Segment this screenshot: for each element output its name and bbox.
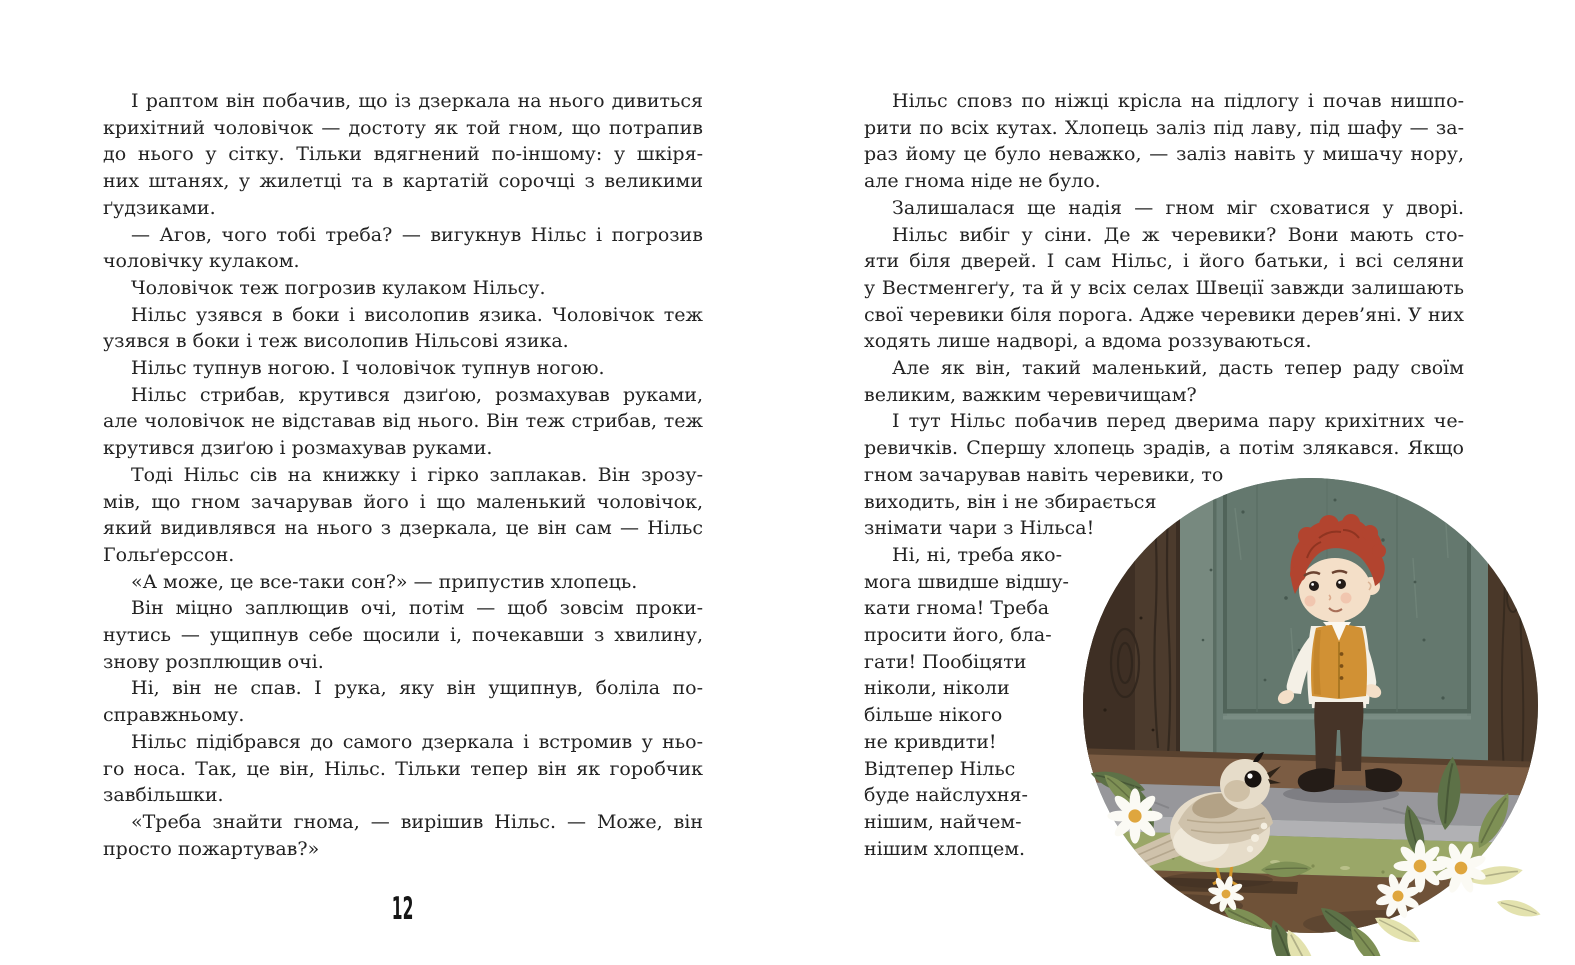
- text-line: буде найслухня-: [864, 784, 1028, 807]
- paragraph: [103, 809, 703, 862]
- text-line: завбільшки.: [103, 784, 224, 807]
- page-number-value: 12: [392, 891, 414, 927]
- paragraph: [103, 88, 703, 222]
- text-line: го носа. Так, це він, Нільс. Тільки тепер він як горобчик: [103, 757, 703, 780]
- text-line: Він міцно заплющив очі, потім — щоб зовсім проки-: [131, 597, 703, 620]
- text-line: гном зачарував навіть черевики, то: [864, 463, 1224, 486]
- text-line: узявся в боки і теж висолопив Нільсові язика.: [103, 330, 569, 353]
- text-line: Чоловічок теж погрозив кулаком Нільсу.: [131, 276, 546, 299]
- left-text-column: [103, 88, 703, 862]
- wooden-wall: [1073, 478, 1180, 773]
- text-line: просити його, бла-: [864, 624, 1052, 647]
- text-line: Ні, він не спав. І рука, яку він ущипнув, боліла по-: [131, 677, 703, 700]
- text-line: ґудзиками.: [103, 196, 216, 219]
- text-line: ходять лише надворі, а вдома роззуваються.: [864, 330, 1312, 353]
- paragraph: [103, 595, 703, 675]
- text-line: але гнома ніде не було.: [864, 170, 1101, 193]
- text-line: але чоловічок не відставав від нього. Він теж стрибав, теж: [103, 410, 703, 433]
- text-line: крутився дзиґою і розмахував руками.: [103, 437, 493, 460]
- text-line: ревичків. Спершу хлопець зрадів, а потім злякався. Якщо: [864, 437, 1464, 460]
- story-illustration: [1073, 478, 1548, 956]
- text-line: справжньому.: [103, 704, 245, 727]
- text-line: Нільс узявся в боки і висолопив язика. Чоловічок теж: [131, 303, 703, 326]
- text-line: Ні, ні, треба яко-: [892, 543, 1062, 566]
- text-line: Нільс підібрався до самого дзеркала і встромив у ньо-: [131, 730, 703, 753]
- text-line: просто пожартував?»: [103, 837, 320, 860]
- text-line: більше нікого: [864, 704, 1003, 727]
- paragraph: [103, 569, 703, 596]
- text-line: нутись — ущипнув себе щосили і, почекавши з хвилину,: [103, 624, 703, 647]
- text-line: виходить, він і не збирається: [864, 490, 1157, 513]
- paragraph: [103, 462, 703, 569]
- text-line: гати! Пообіцяти: [864, 650, 1027, 673]
- text-line: Нільс сповз по ніжці крісла на підлогу і почав нишпо-: [892, 90, 1464, 112]
- door-jamb: [1180, 478, 1217, 773]
- text-line: І тут Нільс побачив перед дверима пару крихітних че-: [892, 410, 1464, 433]
- page-number: [103, 891, 703, 927]
- paragraph: [103, 675, 703, 728]
- paragraph: [103, 302, 703, 355]
- paragraph: [864, 222, 1464, 356]
- text-line: крихітний чоловічок — достоту як той гном, що потрапив: [103, 116, 703, 139]
- paragraph: [103, 729, 703, 809]
- text-line: нішим, найчем-: [864, 810, 1022, 833]
- text-line: Нільс тупнув ногою. І чоловічок тупнув ногою.: [131, 357, 605, 380]
- text-line: «А може, це все-таки сон?» — припустив хлопець.: [131, 570, 638, 593]
- text-line: яти біля дверей. І сам Нільс, і його батьки, і всі селяни: [864, 250, 1464, 273]
- paragraph: [864, 355, 1464, 408]
- text-line: Нільс стрибав, крутився дзиґою, розмахував руками,: [131, 383, 703, 406]
- text-line: Гольґерссон.: [103, 543, 235, 566]
- paragraph: [103, 222, 703, 275]
- text-line: який видивлявся на нього з дзеркала, це він сам — Нільс: [103, 517, 703, 540]
- text-line: нішим хлопцем.: [864, 837, 1026, 860]
- text-line: Залишалася ще надія — гном міг сховатися у дворі.: [892, 196, 1464, 219]
- text-line: мів, що гном зачарував його і що маленький чоловічок,: [103, 490, 703, 513]
- text-line: ніколи, ніколи: [864, 677, 1010, 700]
- text-line: Але як він, такий маленький, дасть тепер раду своїм: [892, 357, 1464, 380]
- scene: [1073, 478, 1548, 956]
- text-line: до нього у сітку. Тільки вдягнений по-іншому: у шкіря-: [103, 143, 703, 166]
- text-line: рити по всіх кутах. Хлопець заліз під лаву, під шафу — за-: [864, 116, 1464, 139]
- paragraph: [103, 355, 703, 382]
- text-line: Відтепер Нільс: [864, 757, 1016, 780]
- text-line: Тоді Нільс сів на книжку і гірко заплакав. Він зрозу-: [131, 463, 703, 486]
- text-line: них штанях, у жилетці та в картатій сорочці з великими: [103, 170, 703, 193]
- text-line: великим, важким черевичищам?: [864, 383, 1197, 406]
- text-line: раз йому це було неважко, — заліз навіть у мишачу нору,: [864, 143, 1464, 166]
- illustration-svg: [1073, 478, 1548, 956]
- text-line: «Треба знайти гнома, — вирішив Нільс. — Може, він: [131, 810, 703, 833]
- text-line: знову розплющив очі.: [103, 650, 324, 673]
- text-line: свої черевики біля порога. Адже черевики дерев’яні. У них: [864, 303, 1464, 326]
- text-line: знімати чари з Нільса!: [864, 517, 1095, 540]
- text-line: мога швидше відшу-: [864, 570, 1069, 593]
- text-line: не кривдити!: [864, 730, 997, 753]
- paragraph: [864, 195, 1464, 222]
- text-line: кати гнома! Треба: [864, 597, 1050, 620]
- text-line: — Агов, чого тобі треба? — вигукнув Нільс і погрозив: [131, 223, 703, 246]
- text-line: Нільс вибіг у сіни. Де ж черевики? Вони мають сто-: [892, 223, 1464, 246]
- paragraph: [103, 275, 703, 302]
- text-line: І раптом він побачив, що із дзеркала на нього дивиться: [131, 90, 703, 112]
- door-frame-right: [1488, 478, 1548, 803]
- paragraph: [103, 382, 703, 462]
- text-line: у Вестменгеґу, та й у всіх селах Швеції завжди залишають: [864, 276, 1464, 299]
- text-line: чоловічку кулаком.: [103, 250, 300, 273]
- paragraph: [864, 88, 1464, 195]
- page-left: [103, 88, 703, 862]
- bird-eye: [1245, 771, 1262, 788]
